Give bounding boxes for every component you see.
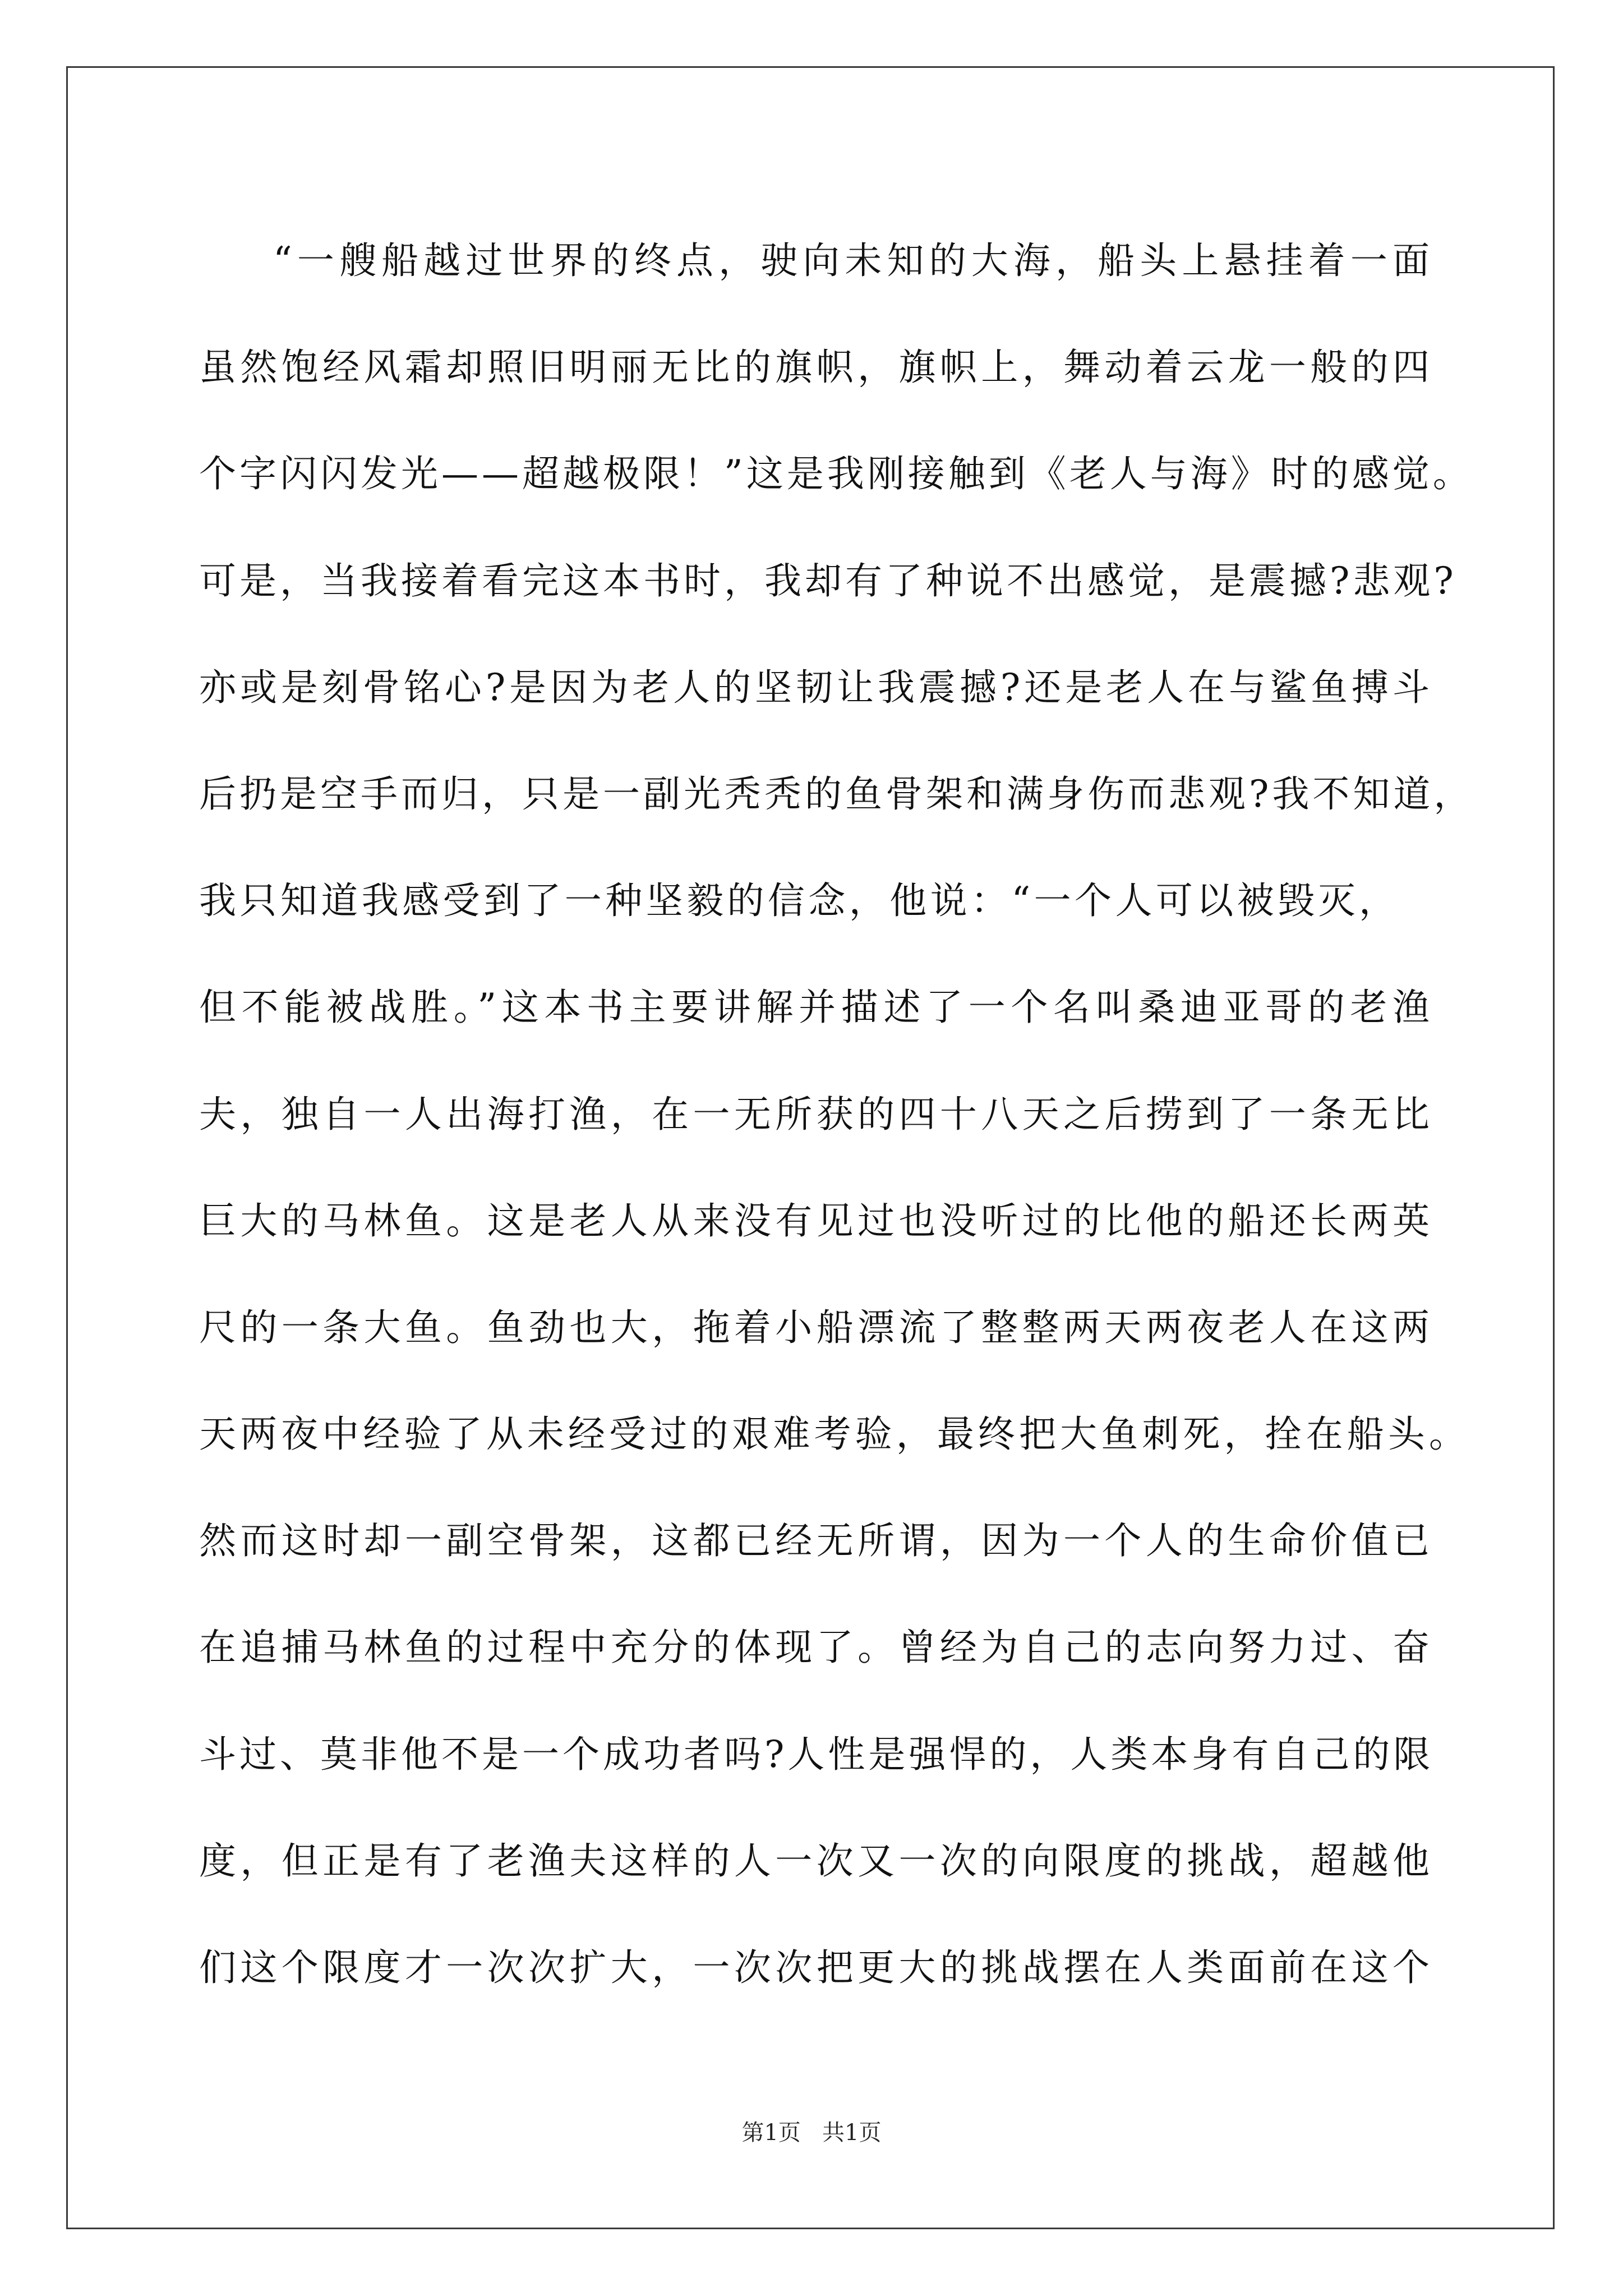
text-line: 尺的一条大鱼。鱼劲也大，拖着小船漂流了整整两天两夜老人在这两 bbox=[199, 1305, 1433, 1349]
text-line: 夫，独自一人出海打渔，在一无所获的四十八天之后捞到了一条无比 bbox=[199, 1092, 1433, 1136]
text-line: “一艘船越过世界的终点，驶向未知的大海，船头上悬挂着一面 bbox=[273, 239, 1433, 282]
page-footer: 第1页 共1页 bbox=[741, 2120, 882, 2146]
text-line: 们这个限度才一次次扩大，一次次把更大的挑战摆在人类面前在这个 bbox=[199, 1946, 1433, 1989]
text-line: 然而这时却一副空骨架，这都已经无所谓，因为一个人的生命价值已 bbox=[199, 1519, 1433, 1563]
text-line: 度，但正是有了老渔夫这样的人一次又一次的向限度的挑战，超越他 bbox=[199, 1839, 1433, 1883]
text-line: 巨大的马林鱼。这是老人从来没有见过也没听过的比他的船还长两英 bbox=[199, 1199, 1433, 1243]
text-line: 可是，当我接着看完这本书时，我却有了种说不出感觉，是震撼?悲观? bbox=[199, 559, 1457, 602]
text-line: 但不能被战胜。”这本书主要讲解并描述了一个名叫桑迪亚哥的老渔 bbox=[199, 986, 1433, 1029]
text-line: 后扔是空手而归，只是一副光秃秃的鱼骨架和满身伤而悲观?我不知道， bbox=[199, 772, 1474, 816]
text-line: 个字闪闪发光——超越极限！”这是我刚接触到《老人与海》时的感觉。 bbox=[199, 452, 1473, 496]
text-line: 亦或是刻骨铭心?是因为老人的坚韧让我震撼?还是老人在与鲨鱼搏斗 bbox=[199, 665, 1433, 709]
text-line: 斗过、莫非他不是一个成功者吗?人性是强悍的，人类本身有自己的限 bbox=[199, 1732, 1434, 1776]
text-line: 在追捕马林鱼的过程中充分的体现了。曾经为自己的志向努力过、奋 bbox=[199, 1626, 1433, 1669]
text-line: 虽然饱经风霜却照旧明丽无比的旗帜，旗帜上，舞动着云龙一般的四 bbox=[199, 346, 1433, 389]
body-text bbox=[199, 208, 1474, 2021]
text-line: 天两夜中经验了从未经受过的艰难考验，最终把大鱼刺死，拴在船头。 bbox=[199, 1412, 1469, 1456]
text-line: 我只知道我感受到了一种坚毅的信念，他说：“一个人可以被毁灭， bbox=[199, 879, 1399, 923]
